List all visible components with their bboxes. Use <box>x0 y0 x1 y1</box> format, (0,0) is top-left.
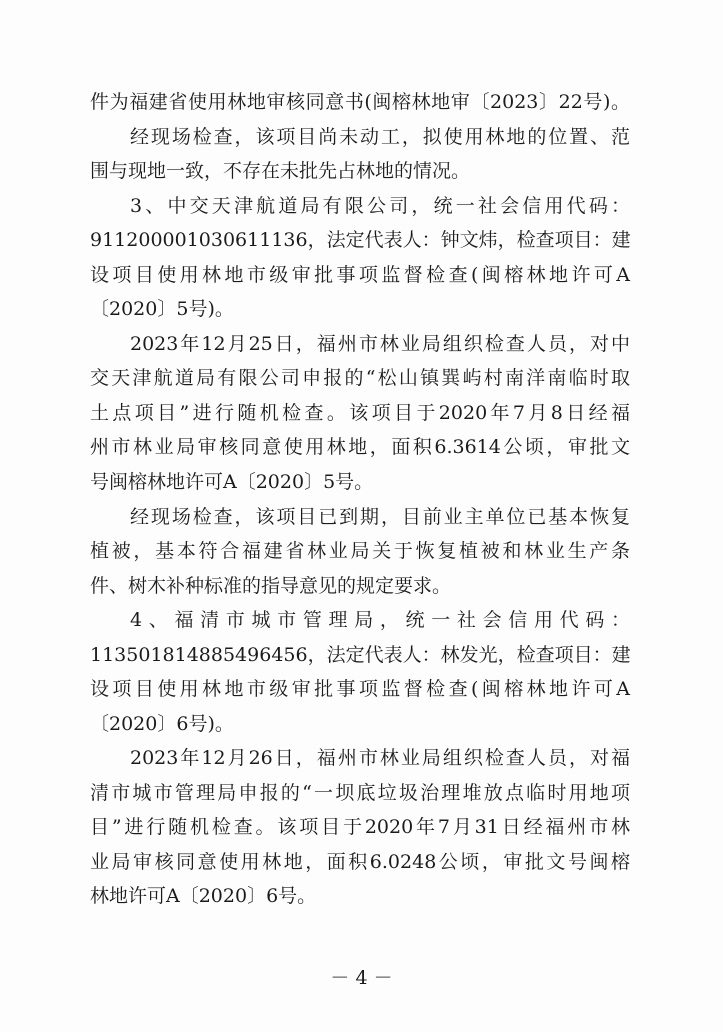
text-line: 经现场检查，该项目尚未动工，拟使用林地的位置、范 <box>130 126 630 148</box>
text-line: 3、中交天津航道局有限公司，统一社会信用代码： <box>130 195 630 217</box>
text-line: 件为福建省使用林地审核同意书(闽榕林地审〔2023〕22号)。 <box>90 91 630 113</box>
text-line: 林地许可A〔2020〕6号。 <box>90 885 317 907</box>
text-line: 2023年12月25日，福州市林业局组织检查人员，对中 <box>130 333 630 355</box>
text-line: 经现场检查，该项目已到期，目前业主单位已基本恢复 <box>130 506 630 528</box>
text-line: 〔2020〕5号)。 <box>90 298 234 320</box>
text-line: 州市林业局审核同意使用林地，面积6.3614公顷，审批文 <box>90 436 630 458</box>
page-number: － 4 － <box>330 967 393 989</box>
text-line: 〔2020〕6号)。 <box>90 713 234 735</box>
text-line: 设项目使用林地市级审批事项监督检查(闽榕林地许可A <box>90 678 630 700</box>
text-line: 业局审核同意使用林地，面积6.0248公顷，审批文号闽榕 <box>90 851 630 873</box>
text-line: 土点项目”进行随机检查。该项目于2020年7月8日经福 <box>90 402 630 424</box>
text-line: 件、树木补种标准的指导意见的规定要求。 <box>90 575 452 597</box>
text-line: 设项目使用林地市级审批事项监督检查(闽榕林地许可A <box>90 264 630 286</box>
text-line: 围与现地一致，不存在未批先占林地的情况。 <box>90 160 471 182</box>
text-line: 4、福清市城市管理局，统一社会信用代码： <box>130 609 630 631</box>
text-line: 113501814885496456，法定代表人：林发光，检查项目：建 <box>90 644 631 666</box>
text-line: 目”进行随机检查。该项目于2020年7月31日经福州市林 <box>90 816 630 838</box>
text-line: 植被，基本符合福建省林业局关于恢复植被和林业生产条 <box>90 540 630 562</box>
text-line: 2023年12月26日，福州市林业局组织检查人员，对福 <box>130 747 630 769</box>
text-line: 号闽榕林地许可A〔2020〕5号。 <box>90 471 374 493</box>
text-line: 交天津航道局有限公司申报的“松山镇巽屿村南洋南临时取 <box>90 367 630 389</box>
text-line: 清市城市管理局申报的“一坝底垃圾治理堆放点临时用地项 <box>90 782 630 804</box>
text-line: 911200001030611136，法定代表人：钟文炜，检查项目：建 <box>90 229 631 251</box>
